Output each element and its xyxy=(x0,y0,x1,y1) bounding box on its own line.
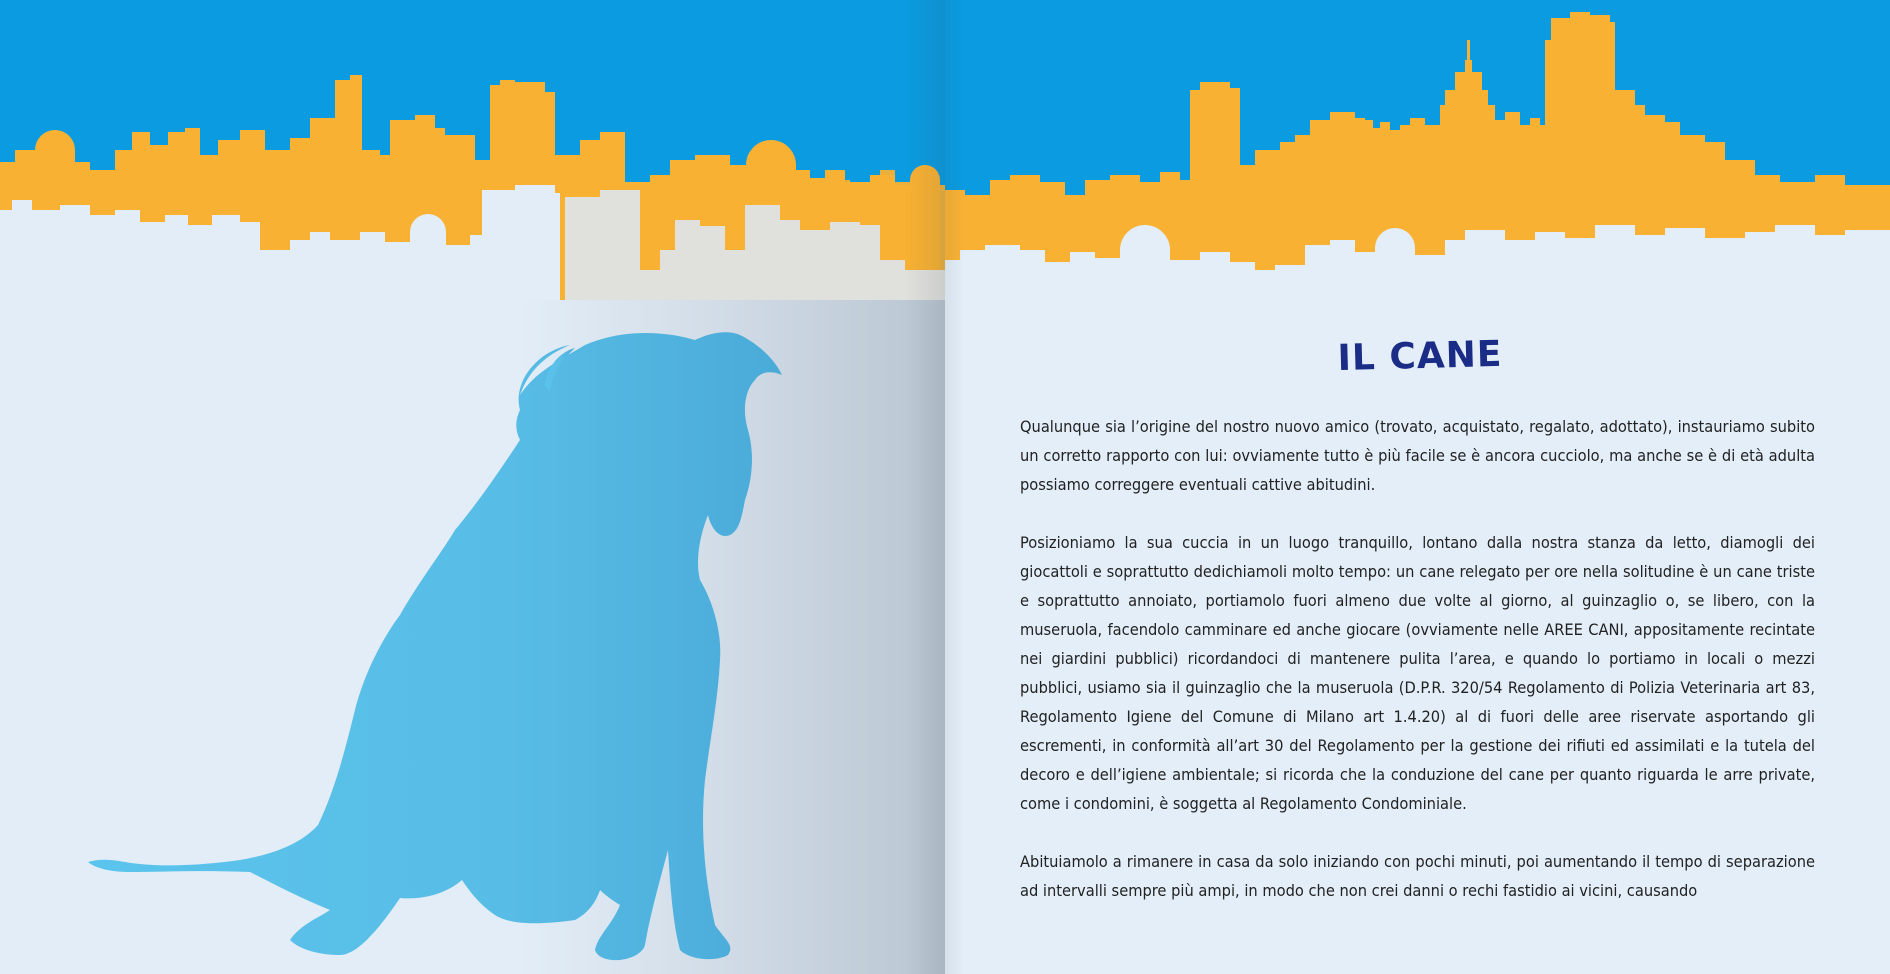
paragraph-2: Posizioniamo la sua cuccia in un luogo tranquillo, lontano dalla nostra stanza da letto, diamogli dei giocattoli e soprattutto dedichiamoli molto tempo: un cane relegato per ore nella solitudine è un cane triste e soprattutto annoiato, portiamolo fuori almeno due volte al giorno, al guinzaglio o, se libero, con la museruola, facendolo camminare ed anche giocare (ovviamente nelle AREE CANI, appositamente recintate nei giardini pubblici) ricordandoci di mantenere pulita l’area, e quando lo portiamo in locali o mezzi pubblici, usiamo sia il guinzaglio che la museruola (D.P.R. 320/54 Regolamento di Polizia Veterinaria art 83, Regolamento Igiene del Comune di Milano art 1.4.20) al di fuori delle aree riservate asportando gli escrementi, in conformità all’art 30 del Regolamento per la gestione dei rifiuti ed assimilati e la tutela del decoro e dell’igiene ambientale; si ricorda che la conduzione del cane per quanto riguarda le arre private, come i condomini, è soggetta al Regolamento Condominiale. xyxy=(1020,533,1815,813)
paragraph-3: Abituiamolo a rimanere in casa da solo iniziando con pochi minuti, poi aumentando il tempo di separazione ad intervalli sempre più ampi, in modo che non crei danni o rechi fastidio ai vicini, causando xyxy=(1020,852,1815,900)
paragraph-1: Qualunque sia l’origine del nostro nuovo amico (trovato, acquistato, regalato, adottato), instauriamo subito un corretto rapporto con lui: ovviamente tutto è più facile se è ancora cucciolo, ma anche se è di età adulta possiamo correggere eventuali cattive abitudini. xyxy=(1020,417,1815,494)
page-title: IL CANE xyxy=(1337,333,1503,380)
body-text xyxy=(1020,412,1815,934)
city-skyline-right-icon xyxy=(945,0,1890,300)
